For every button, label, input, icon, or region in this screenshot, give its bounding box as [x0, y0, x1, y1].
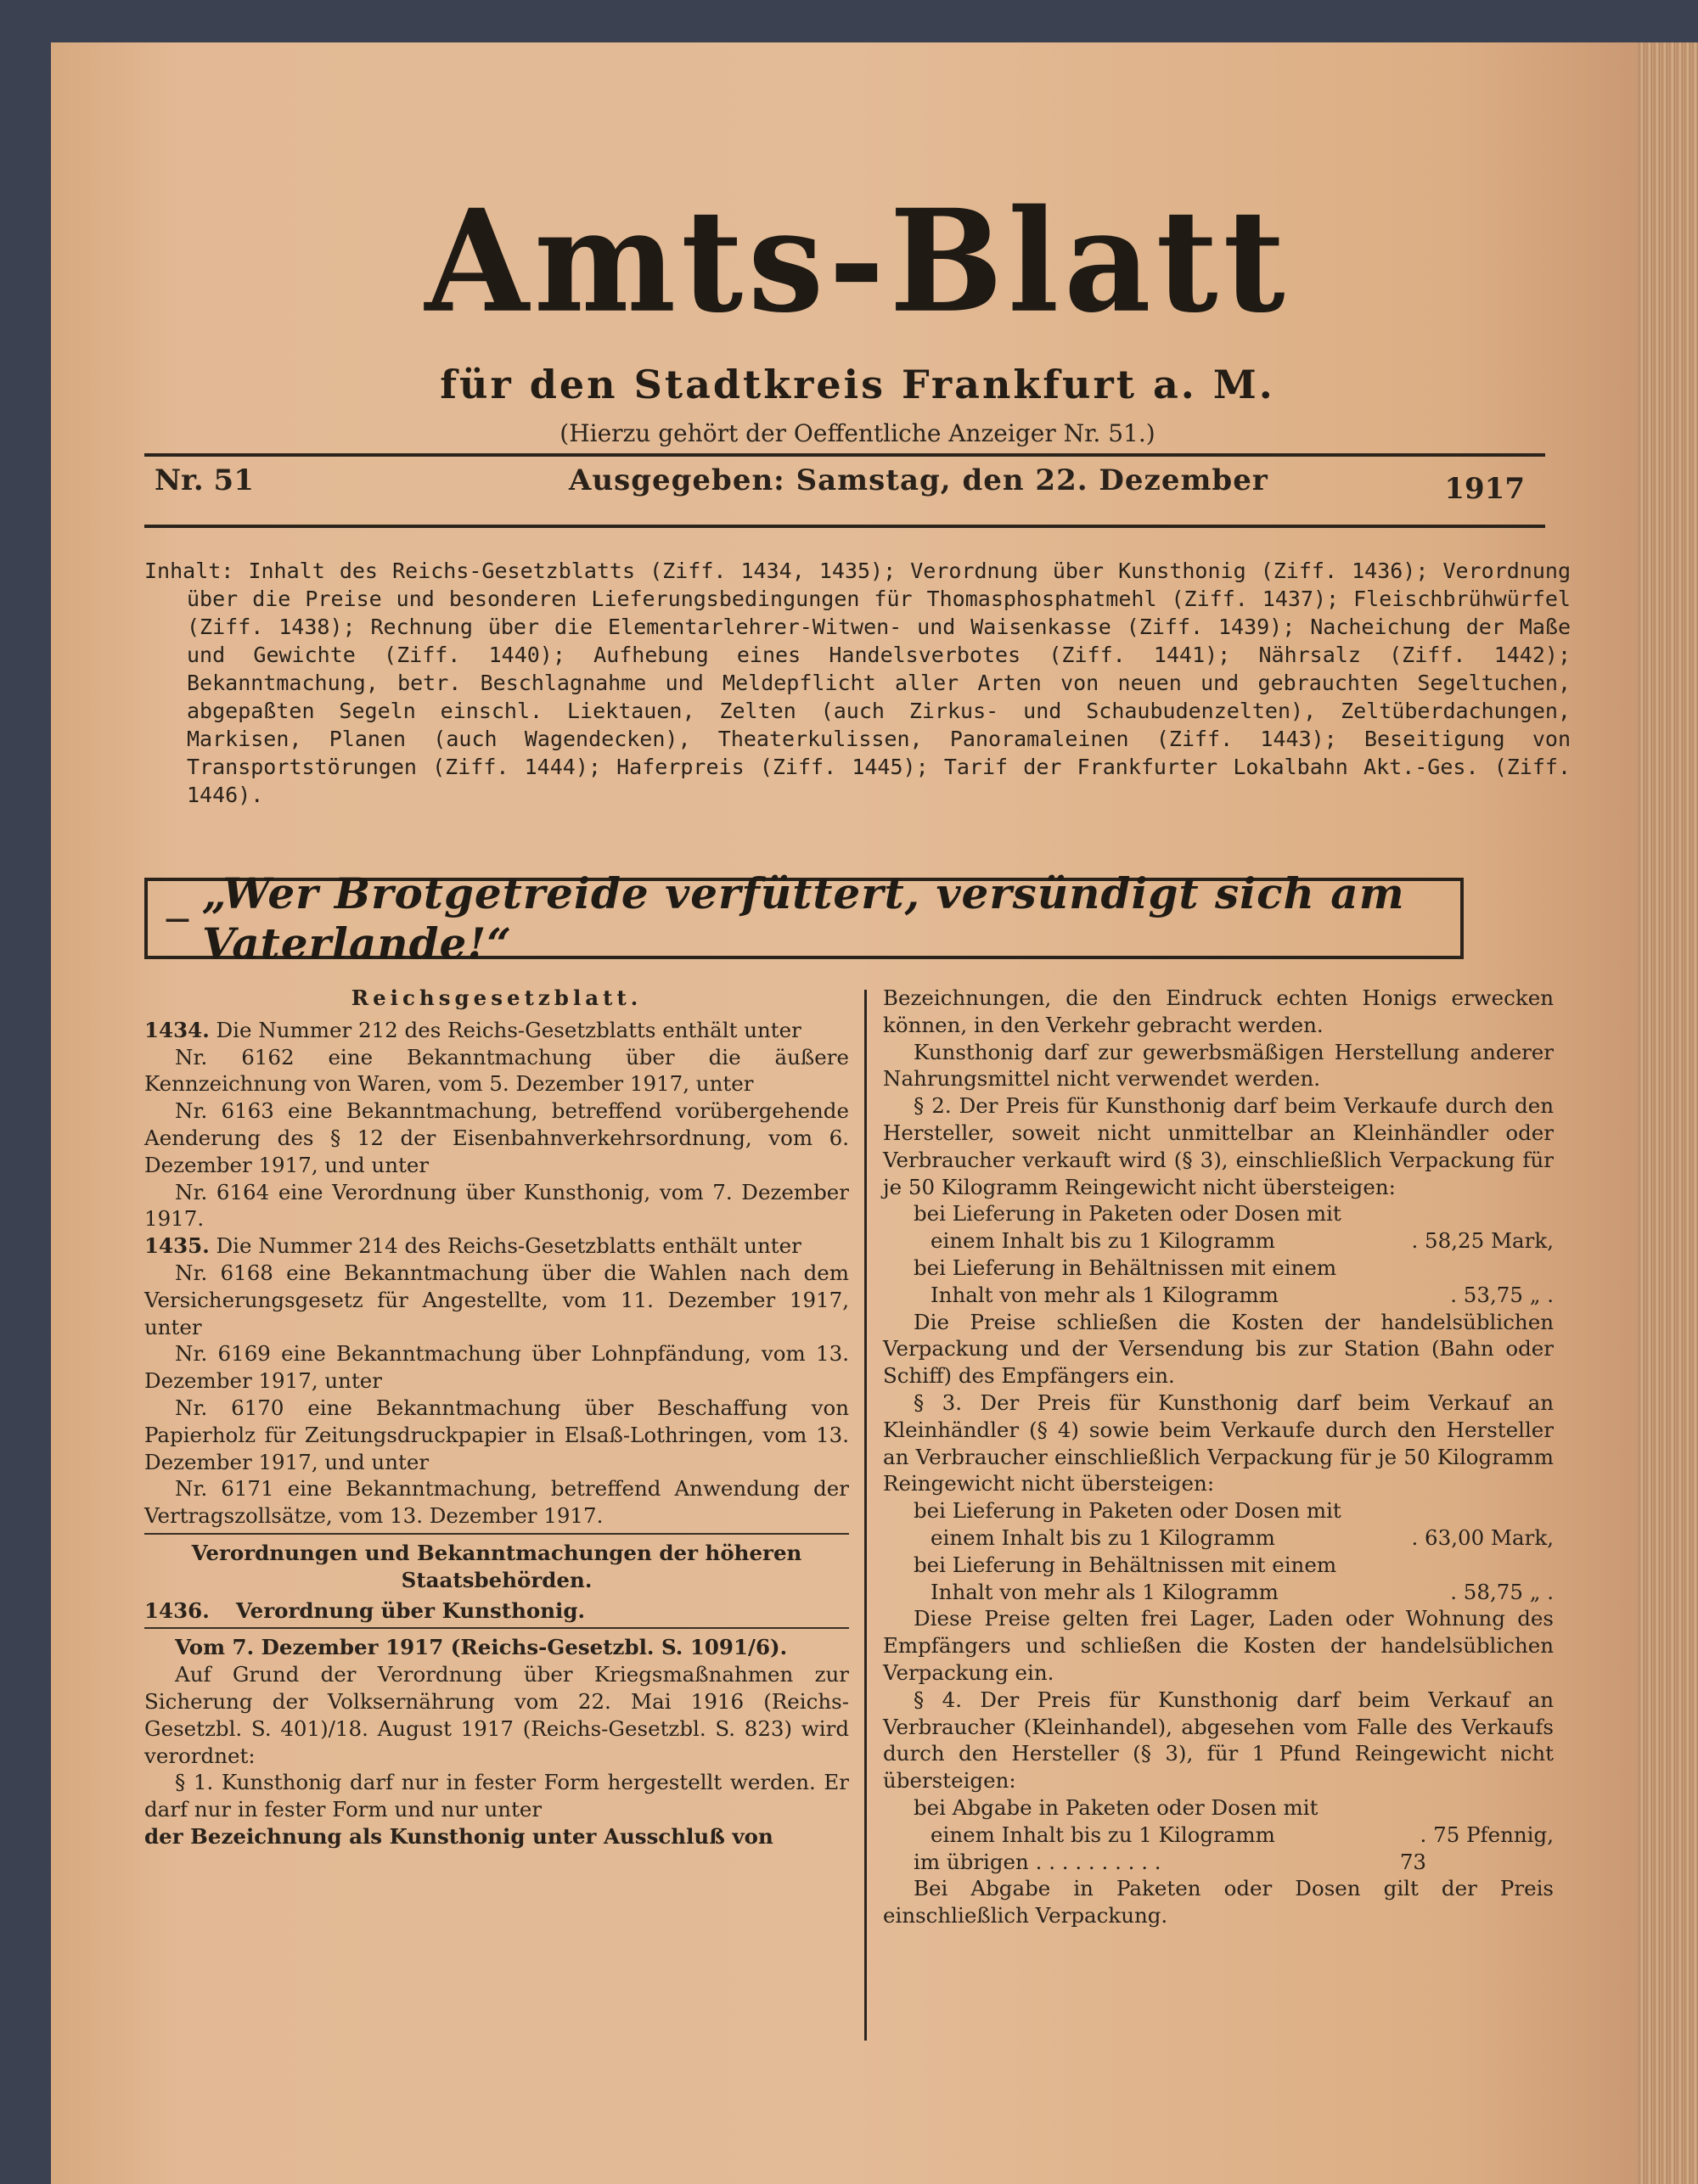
- issue-year: 1917: [1444, 472, 1525, 506]
- price-line: [883, 1227, 1554, 1255]
- paragraph: [144, 1232, 849, 1260]
- paragraph: Nr. 6168 eine Bekanntmachung über die Wahlen nach dem Versicherungsgesetz für Angestellte, vom 11. Dezember 1917, unter: [144, 1260, 849, 1339]
- price-amount: . 53,75 „ .: [1450, 1282, 1554, 1307]
- price-label: einem Inhalt bis zu 1 Kilogramm: [931, 1822, 1275, 1847]
- column-divider: [864, 990, 867, 2041]
- ordinance-title: Verordnung über Kunsthonig.: [235, 1597, 586, 1623]
- section-heading: Reichsgesetzblatt.: [351, 985, 643, 1010]
- price-label: Inhalt von mehr als 1 Kilogramm: [931, 1282, 1279, 1307]
- price-label: einem Inhalt bis zu 1 Kilogramm: [931, 1228, 1275, 1254]
- paragraph: Auf Grund der Verordnung über Kriegsmaßnahmen zur Sicherung der Volksernährung vom 22. Mai 1916 (Reichs-Gesetzbl. S. 401)/18. August 1917 (Reichs-Gesetzbl. S. 823) wird verordnet:: [144, 1662, 849, 1768]
- price-amount: 73: [1399, 1849, 1426, 1874]
- price-line: [883, 1282, 1554, 1309]
- paragraph: § 2. Der Preis für Kunsthonig darf beim Verkaufe durch den Hersteller, soweit nicht unmittelbar an Kleinhändler oder Verbraucher verkauft wird (§ 3), einschließlich Verpackung für je 50 Kilogramm Reingewicht nicht übersteigen:: [883, 1093, 1554, 1199]
- ordinance-date-text: Vom 7. Dezember 1917 (Reichs-Gesetzbl. S. 1091/6).: [175, 1635, 788, 1660]
- paragraph: Kunsthonig darf zur gewerbsmäßigen Herstellung anderer Nahrungsmittel nicht verwendet werden.: [883, 1039, 1554, 1092]
- paragraph: Nr. 6162 eine Bekanntmachung über die äußere Kennzeichnung von Waren, vom 5. Dezember 1917, unter: [144, 1044, 849, 1097]
- issue-bar: [144, 453, 1545, 528]
- bold-text: der Bezeichnung als Kunsthonig unter Ausschluß von: [144, 1823, 773, 1849]
- price-line: [883, 1822, 1554, 1849]
- masthead-subtitle: für den Stadtkreis Frankfurt a. M.: [440, 362, 1275, 407]
- price-line: [883, 1524, 1554, 1552]
- book-page-edges: [1637, 42, 1698, 2184]
- paragraph: [144, 1823, 849, 1850]
- issue-date: Ausgegeben: Samstag, den 22. Dezember: [569, 463, 1268, 497]
- price-amount: . 63,00 Mark,: [1411, 1524, 1554, 1550]
- paragraph: § 3. Der Preis für Kunsthonig darf beim Verkauf an Kleinhändler (§ 4) sowie beim Verkaufe durch den Hersteller an Verbraucher einschließlich Verpackung für je 50 Kilogramm Reingewicht nicht übersteigen:: [883, 1390, 1554, 1496]
- price-line: bei Lieferung in Behältnissen mit einem: [914, 1255, 1337, 1280]
- motto-text: „Wer Brotgetreide verfüttert, versündigt sich am Vaterlande!“: [202, 868, 1405, 968]
- paragraph: § 1. Kunsthonig darf nur in fester Form hergestellt werden. Er darf nur in fester Form und nur unter: [144, 1770, 849, 1822]
- masthead-title: Amts-Blatt: [424, 179, 1290, 345]
- paragraph: Nr. 6170 eine Bekanntmachung über Beschaffung von Papierholz für Zeitungsdruckpapier in Elsaß-Lothringen, vom 13. Dezember 1917, und unter: [144, 1395, 849, 1474]
- paragraph: Nr. 6164 eine Verordnung über Kunsthonig, vom 7. Dezember 1917.: [144, 1179, 849, 1232]
- price-label: einem Inhalt bis zu 1 Kilogramm: [931, 1524, 1275, 1550]
- price-amount: . 58,75 „ .: [1450, 1579, 1554, 1604]
- paragraph: Nr. 6169 eine Bekanntmachung über Lohnpfändung, vom 13. Dezember 1917, unter: [144, 1341, 849, 1394]
- paragraph: [144, 1017, 849, 1044]
- price-line: bei Abgabe in Paketen oder Dosen mit: [914, 1794, 1318, 1820]
- paragraph: Bei Abgabe in Paketen oder Dosen gilt der Preis einschließlich Verpackung.: [883, 1876, 1554, 1929]
- table-of-contents: Inhalt: Inhalt des Reichs-Gesetzblatts (Ziff. 1434, 1435); Verordnung über Kunsthonig (Ziff. 1436); Verordnung über die Preise und besonderen Lieferungsbedingungen für Thomasphosphatmehl (Ziff. 1437); Fleischbrühwürfel (Ziff. 1438); Rechnung über die Elementarlehrer-Witwen- und Waisenkasse (Ziff. 1439); Nacheichung der Maße und Gewichte (Ziff. 1440); Aufhebung eines Handelsverbotes (Ziff. 1441); Nährsalz (Ziff. 1442); Bekanntmachung, betr. Beschlagnahme und Meldepflicht aller Arten von neuen und gebrauchten Segeltuchen, abgepaßten Segeln einschl. Liektauen, Zelten (auch Zirkus- und Schaubudenzelten), Zeltüberdachungen, Markisen, Planen (auch Wagendecken), Theaterkulissen, Panoramaleinen (Ziff. 1443); Beseitigung von Transportstörungen (Ziff. 1444); Haferpreis (Ziff. 1445); Tarif der Frankfurter Lokalbahn Akt.-Ges. (Ziff. 1446).: [144, 559, 1571, 807]
- right-column: [883, 985, 1554, 1929]
- item-text: Die Nummer 214 des Reichs-Gesetzblatts enthält unter: [216, 1233, 801, 1259]
- masthead-note: (Hierzu gehört der Oeffentliche Anzeiger Nr. 51.): [559, 419, 1155, 447]
- section-subheading: Verordnungen und Bekanntmachungen der höheren Staatsbehörden.: [191, 1540, 802, 1592]
- price-label: Inhalt von mehr als 1 Kilogramm: [931, 1579, 1279, 1604]
- price-line: bei Lieferung in Behältnissen mit einem: [914, 1552, 1337, 1577]
- price-amount: . 58,25 Mark,: [1411, 1228, 1554, 1254]
- paragraph: § 4. Der Preis für Kunsthonig darf beim Verkauf an Verbraucher (Kleinhandel), abgesehen vom Falle des Verkaufs durch den Hersteller (§ 3), für 1 Pfund Reingewicht nicht übersteigen:: [883, 1687, 1554, 1794]
- price-line: bei Lieferung in Paketen oder Dosen mit: [914, 1201, 1341, 1227]
- item-number: 1435.: [144, 1233, 210, 1259]
- section-rule: [144, 1627, 849, 1629]
- paragraph: Nr. 6163 eine Bekanntmachung, betreffend vorübergehende Aenderung des § 12 der Eisenbahnverkehrsordnung, vom 6. Dezember 1917, und unter: [144, 1098, 849, 1177]
- newspaper-page: [51, 42, 1647, 2184]
- price-amount: . 75 Pfennig,: [1420, 1822, 1554, 1847]
- motto-box: [144, 868, 1464, 968]
- left-column: [144, 985, 849, 1850]
- item-number: 1436.: [144, 1597, 210, 1623]
- price-label: im übrigen . . . . . . . . . .: [914, 1849, 1161, 1874]
- item-text: Die Nummer 212 des Reichs-Gesetzblatts enthält unter: [216, 1017, 801, 1042]
- paragraph: Nr. 6171 eine Bekanntmachung, betreffend Anwendung der Vertragszollsätze, vom 13. Dezember 1917.: [144, 1476, 849, 1529]
- price-line: [883, 1849, 1554, 1876]
- paragraph: Die Preise schließen die Kosten der handelsüblichen Verpackung und der Versendung bis zur Station (Bahn oder Schiff) des Empfängers ein.: [883, 1309, 1554, 1389]
- item-number: 1434.: [144, 1017, 210, 1042]
- price-line: bei Lieferung in Paketen oder Dosen mit: [914, 1498, 1341, 1524]
- motto-dash: —: [165, 903, 190, 934]
- issue-number: Nr. 51: [155, 463, 254, 497]
- paragraph: [144, 1597, 849, 1625]
- masthead: [144, 179, 1571, 447]
- section-rule: [144, 1533, 849, 1535]
- paragraph: Bezeichnungen, die den Eindruck echten Honigs erwecken können, in den Verkehr gebracht werden.: [883, 985, 1554, 1037]
- price-line: [883, 1579, 1554, 1606]
- ordinance-date: [144, 1634, 849, 1661]
- paragraph: Diese Preise gelten frei Lager, Laden oder Wohnung des Empfängers und schließen die Kosten der handelsüblichen Verpackung ein.: [883, 1606, 1554, 1685]
